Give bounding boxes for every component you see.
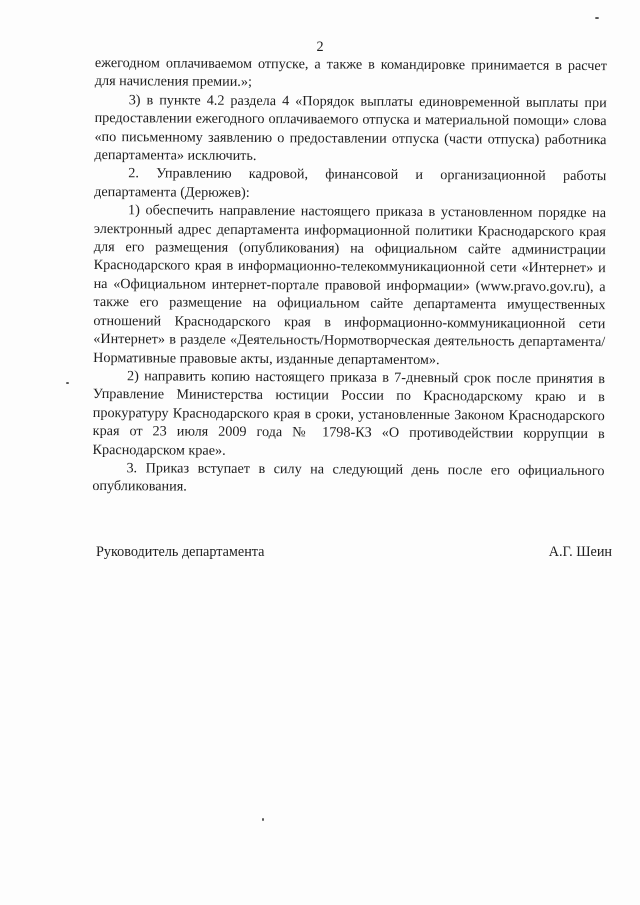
scan-speck bbox=[66, 382, 69, 384]
paragraph-continuation: ежегодном оплачиваемом отпуске, а также в командировке принимается в расчет для начисления премии.»; bbox=[94, 54, 607, 91]
paragraph-section-2: 2. Управлению кадровой, финансовой и организационной работы департамента (Дерюжев): bbox=[94, 165, 607, 201]
paragraph-section-3: 3. Приказ вступает в силу на следующий день после его официального опубликования. bbox=[92, 460, 605, 495]
document-body bbox=[92, 54, 607, 499]
paragraph-item-1: 1) обеспечить направление настоящего приказа в установленном порядке на электронный адрес департамента информационной политики Краснодарского края для его размещения (опубликования) на официальном сайте администрации Краснодарского края в информационно-телекоммуникационной сети «Интернет» и на «Официальном интернет-портале правовой информации» (www.pravo.gov.ru), а также его размещение на официальном сайте департамента имущественных отношений Краснодарского края в информационно-коммуникационной сети «Интернет» в разделе «Деятельность/Нормотворческая деятельность департамента/Нормативные правовые акты, изданные департаментом». bbox=[93, 202, 607, 368]
signature-role: Руководитель департамента bbox=[96, 544, 265, 560]
paragraph-item-3: 3) в пункте 4.2 раздела 4 «Порядок выплаты единовременной выплаты при предоставлении ежегодного оплачиваемого отпуска и материальной помощи» слова «по письменному заявлению о предоставлении отпуска (части отпуска) работника департамента» исключить. bbox=[94, 92, 607, 165]
scan-speck bbox=[595, 17, 599, 19]
paragraph-item-2: 2) направить копию настоящего приказа в 7-дневный срок после принятия в Управление Министерства юстиции России по Краснодарскому краю и в прокуратуру Краснодарского края в сроки, установленные Законом Краснодарского края от 23 июля 2009 года № 1798-КЗ «О противодействии коррупции в Краснодарском крае». bbox=[92, 368, 606, 459]
signature-name: А.Г. Шеин bbox=[548, 544, 612, 560]
page-number: 2 bbox=[316, 39, 324, 55]
scan-speck bbox=[262, 818, 264, 821]
